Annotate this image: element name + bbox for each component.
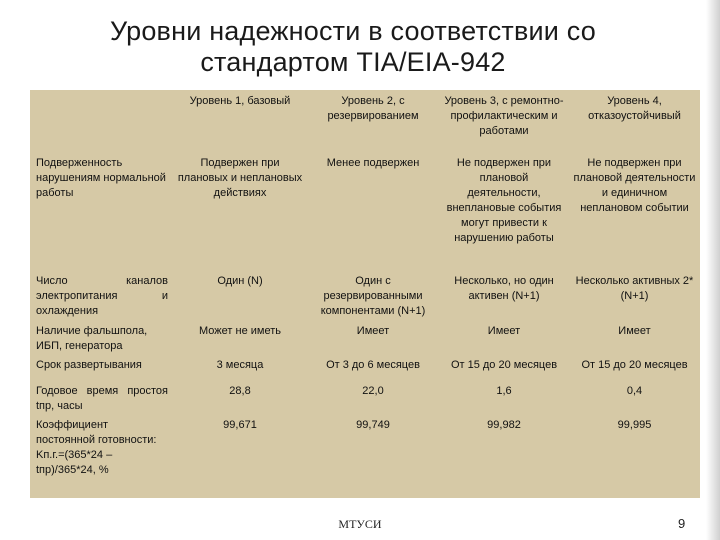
row-label: Годовое время простоя tпр, часы [30, 382, 173, 416]
row-label: Число каналов электропитания и охлаждения [30, 272, 173, 322]
slide-edge-shadow [706, 0, 720, 540]
reliability-levels-table [30, 90, 700, 498]
table-cell: 99,995 [569, 416, 700, 498]
header-level-2: Уровень 2, с резервированием [307, 90, 439, 154]
page-number: 9 [678, 516, 686, 531]
row-label: Срок развертывания [30, 356, 173, 382]
header-corner-cell [30, 90, 173, 154]
slide-title [0, 16, 706, 78]
table-cell: 28,8 [173, 382, 307, 416]
table-row [30, 154, 700, 272]
footer-organization: МТУСИ [338, 517, 382, 531]
table-cell: От 15 до 20 месяцев [439, 356, 569, 382]
table-row [30, 322, 700, 356]
table-cell: Может не иметь [173, 322, 307, 356]
row-label: Подверженность нарушениям нормальной работы [30, 154, 173, 272]
table-cell: От 3 до 6 месяцев [307, 356, 439, 382]
table-cell: 3 месяца [173, 356, 307, 382]
header-level-3: Уровень 3, с ремонтно-профилактическим и работами [439, 90, 569, 154]
table-header-row [30, 90, 700, 154]
slide-title-line-2: стандартом TIA/EIA-942 [200, 47, 506, 77]
row-label: Наличие фальшпола, ИБП, генератора [30, 322, 173, 356]
table-cell: Имеет [439, 322, 569, 356]
table-cell: Менее подвержен [307, 154, 439, 272]
table-cell: Подвержен при плановых и неплановых действиях [173, 154, 307, 272]
table-row [30, 382, 700, 416]
table-cell: 99,671 [173, 416, 307, 498]
table-cell: 99,749 [307, 416, 439, 498]
row-label: Коэффициент постоянной готовности: Kп.г.=(365*24 – tпр)/365*24, % [30, 416, 173, 498]
header-level-4: Уровень 4, отказоустойчивый [569, 90, 700, 154]
table-cell: Не подвержен при плановой деятельности и единичном неплановом событии [569, 154, 700, 272]
table-cell: 99,982 [439, 416, 569, 498]
table-row [30, 356, 700, 382]
table-cell: Несколько, но один активен (N+1) [439, 272, 569, 322]
header-level-1: Уровень 1, базовый [173, 90, 307, 154]
table-cell: 22,0 [307, 382, 439, 416]
table-cell: 0,4 [569, 382, 700, 416]
table-cell: Несколько активных 2*(N+1) [569, 272, 700, 322]
table-cell: Один (N) [173, 272, 307, 322]
table-row [30, 416, 700, 498]
table-cell: От 15 до 20 месяцев [569, 356, 700, 382]
table-cell: 1,6 [439, 382, 569, 416]
table-cell: Имеет [569, 322, 700, 356]
table-row [30, 272, 700, 322]
slide-title-line-1: Уровни надежности в соответствии со [109, 16, 596, 46]
table-cell: Один с резервированными компонентами (N+1) [307, 272, 439, 322]
table-cell: Не подвержен при плановой деятельности, внеплановые события могут привести к нарушению работы [439, 154, 569, 272]
table-cell: Имеет [307, 322, 439, 356]
